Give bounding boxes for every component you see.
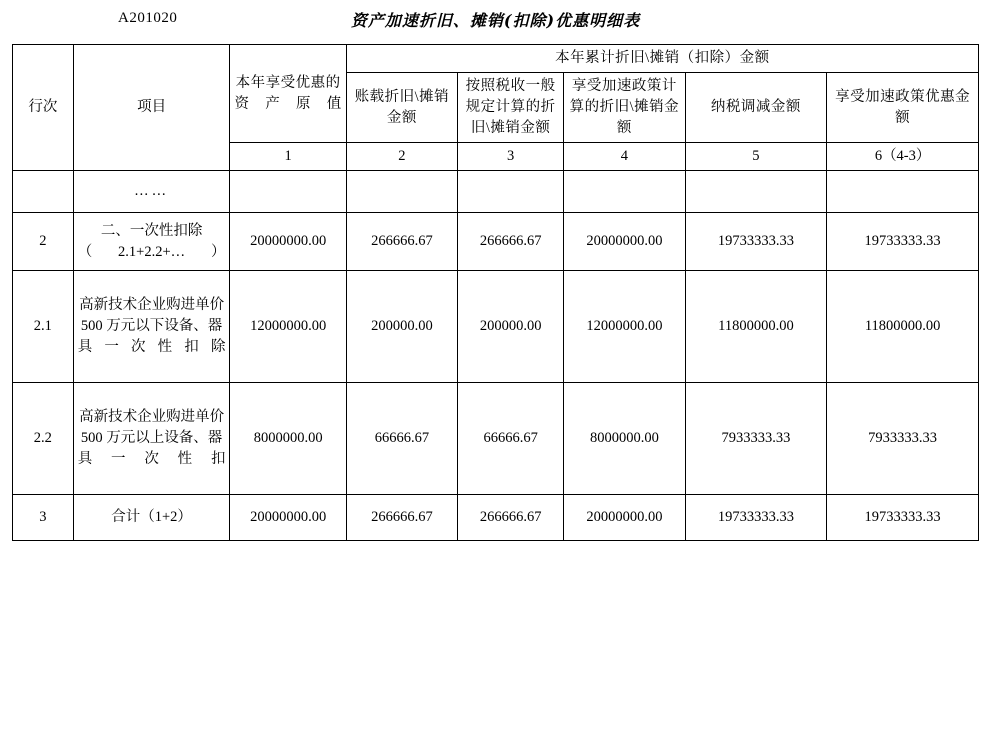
row-no: 2.2 (13, 383, 74, 495)
col-number-1: 1 (230, 143, 346, 171)
page-title: 资产加速折旧、摊销(扣除)优惠明细表 (350, 11, 641, 30)
cell-tax-adjustment-reduction (685, 171, 827, 213)
row-no (13, 171, 74, 213)
cell-accelerated-policy-depreciation: 8000000.00 (564, 383, 685, 495)
header-accelerated-policy-benefit: 享受加速政策优惠金额 (827, 73, 979, 143)
document-header (0, 0, 991, 44)
row-item: …… (73, 171, 230, 213)
cell-asset-original-value: 8000000.00 (230, 383, 346, 495)
table-row (13, 495, 979, 541)
cell-tax-adjustment-reduction: 19733333.33 (685, 495, 827, 541)
col-number-5: 5 (685, 143, 827, 171)
cell-tax-adjustment-reduction: 19733333.33 (685, 213, 827, 271)
col-number-2: 2 (346, 143, 457, 171)
header-item: 项目 (73, 45, 230, 171)
row-item: 合计（1+2） (73, 495, 230, 541)
row-no: 3 (13, 495, 74, 541)
cell-accelerated-policy-benefit: 7933333.33 (827, 383, 979, 495)
header-tax-adjustment-reduction: 纳税调减金额 (685, 73, 827, 143)
cell-accelerated-policy-depreciation: 20000000.00 (564, 213, 685, 271)
cell-tax-general-depreciation (458, 171, 564, 213)
cell-accelerated-policy-benefit: 19733333.33 (827, 213, 979, 271)
table-row (13, 271, 979, 383)
table-row (13, 171, 979, 213)
row-item: 二、一次性扣除（2.1+2.2+…） (73, 213, 230, 271)
cell-asset-original-value: 20000000.00 (230, 495, 346, 541)
row-item: 高新技术企业购进单价 500 万元以下设备、器具一次性扣除 (73, 271, 230, 383)
form-code: A201020 (118, 10, 178, 26)
cell-tax-general-depreciation: 66666.67 (458, 383, 564, 495)
header-accelerated-policy-depreciation: 享受加速政策计算的折旧\摊销金额 (564, 73, 685, 143)
cell-book-depreciation: 266666.67 (346, 213, 457, 271)
cell-accelerated-policy-benefit: 11800000.00 (827, 271, 979, 383)
cell-accelerated-policy-benefit: 19733333.33 (827, 495, 979, 541)
cell-book-depreciation: 266666.67 (346, 495, 457, 541)
cell-tax-general-depreciation: 266666.67 (458, 213, 564, 271)
row-item: 高新技术企业购进单价 500 万元以上设备、器具一次性扣 (73, 383, 230, 495)
header-group-accumulated: 本年累计折旧\摊销（扣除）金额 (346, 45, 978, 73)
cell-accelerated-policy-depreciation: 12000000.00 (564, 271, 685, 383)
col-number-6: 6（4-3） (827, 143, 979, 171)
row-no: 2 (13, 213, 74, 271)
asset-depreciation-table (12, 44, 979, 541)
cell-accelerated-policy-depreciation (564, 171, 685, 213)
table-row (13, 383, 979, 495)
header-asset-original-value: 本年享受优惠的资产原值 (230, 45, 346, 143)
cell-tax-adjustment-reduction: 7933333.33 (685, 383, 827, 495)
cell-tax-adjustment-reduction: 11800000.00 (685, 271, 827, 383)
table-header-group-row (13, 45, 979, 73)
col-number-4: 4 (564, 143, 685, 171)
cell-tax-general-depreciation: 266666.67 (458, 495, 564, 541)
header-tax-general-depreciation: 按照税收一般规定计算的折旧\摊销金额 (458, 73, 564, 143)
row-no: 2.1 (13, 271, 74, 383)
col-number-3: 3 (458, 143, 564, 171)
header-row-no: 行次 (13, 45, 74, 171)
cell-asset-original-value: 20000000.00 (230, 213, 346, 271)
cell-tax-general-depreciation: 200000.00 (458, 271, 564, 383)
cell-book-depreciation: 200000.00 (346, 271, 457, 383)
cell-book-depreciation: 66666.67 (346, 383, 457, 495)
cell-asset-original-value (230, 171, 346, 213)
cell-accelerated-policy-benefit (827, 171, 979, 213)
table-row (13, 213, 979, 271)
header-book-depreciation: 账载折旧\摊销金额 (346, 73, 457, 143)
cell-book-depreciation (346, 171, 457, 213)
cell-asset-original-value: 12000000.00 (230, 271, 346, 383)
cell-accelerated-policy-depreciation: 20000000.00 (564, 495, 685, 541)
